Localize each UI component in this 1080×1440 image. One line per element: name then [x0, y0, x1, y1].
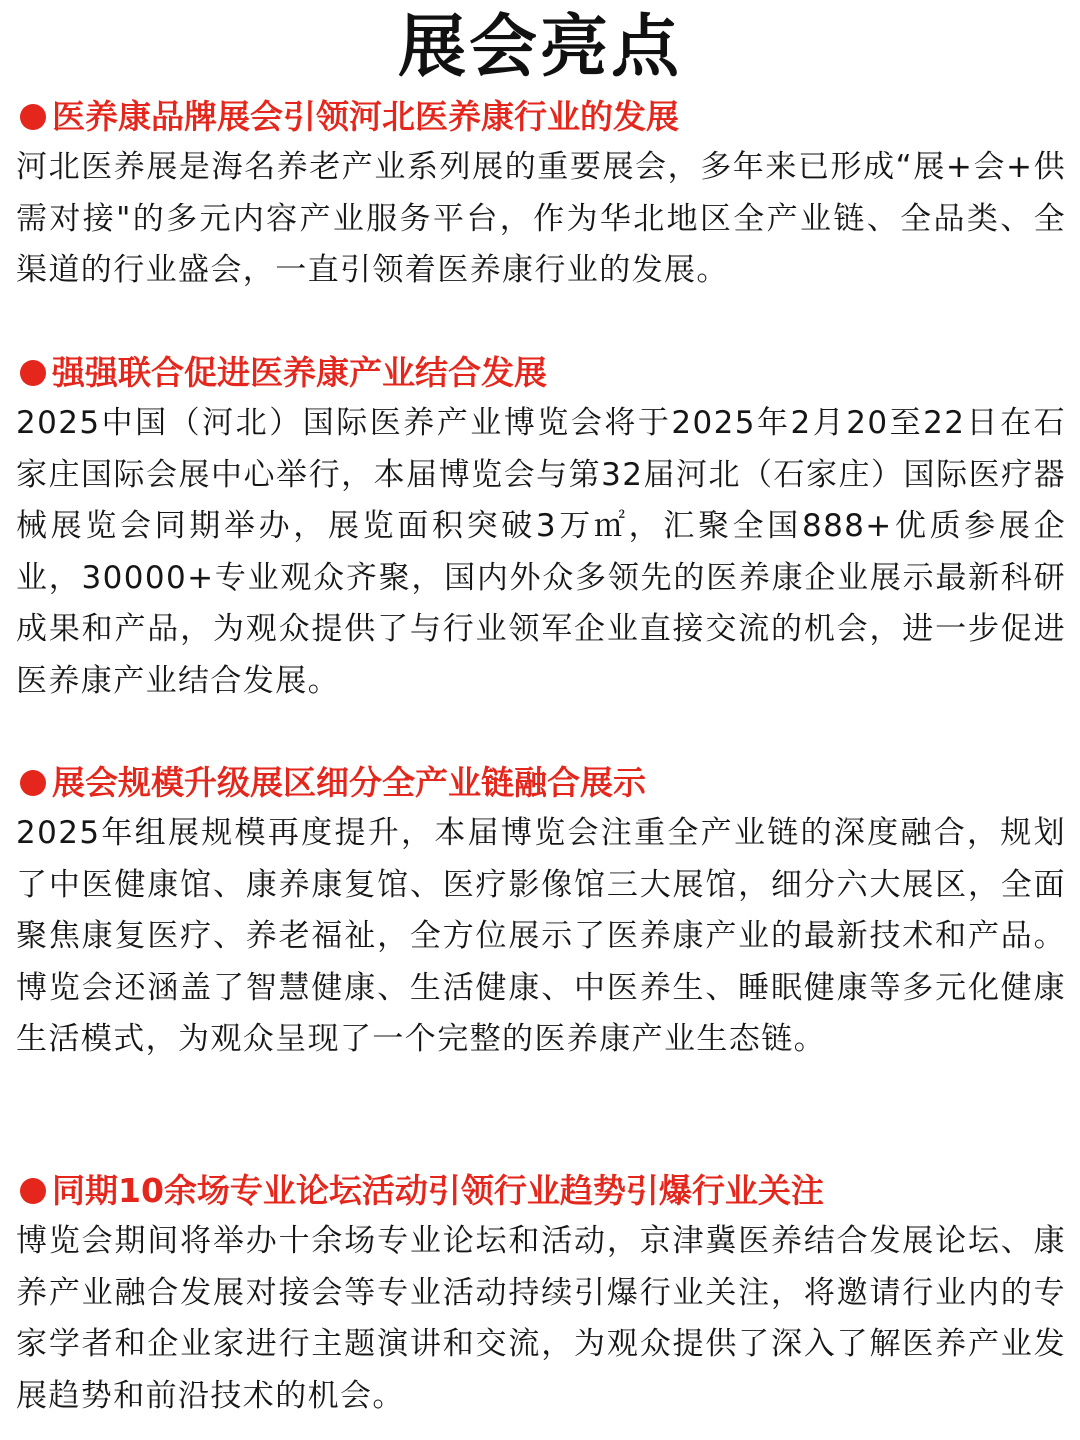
red-bullet-icon: [20, 770, 46, 796]
red-bullet-icon: [20, 104, 46, 130]
highlight-section-scale: [16, 758, 1066, 1066]
section-heading: [16, 758, 1066, 808]
section-heading-text: 同期10余场专业论坛活动引领行业趋势引爆行业关注: [52, 1171, 824, 1210]
section-body: 博览会期间将举办十余场专业论坛和活动，京津冀医养结合发展论坛、康养产业融合发展对接会等专业活动持续引爆行业关注，将邀请行业内的专家学者和企业家进行主题演讲和交流，为观众提供了深入了解医养产业发展趋势和前沿技术的机会。: [16, 1223, 1066, 1414]
red-bullet-icon: [20, 1178, 46, 1204]
highlight-section-cooperation: [16, 348, 1066, 707]
highlight-section-forums: [16, 1166, 1066, 1422]
red-bullet-icon: [20, 360, 46, 386]
page-title: 展会亮点: [397, 8, 682, 87]
section-body: 河北医养展是海名养老产业系列展的重要展会，多年来已形成“展+会+供需对接"的多元内容产业服务平台，作为华北地区全产业链、全品类、全渠道的行业盛会，一直引领着医养康行业的发展。: [16, 149, 1066, 288]
section-heading-text: 医养康品牌展会引领河北医养康行业的发展: [52, 97, 679, 136]
section-body: 2025年组展规模再度提升，本届博览会注重全产业链的深度融合，规划了中医健康馆、康养康复馆、医疗影像馆三大展馆，细分六大展区，全面聚焦康复医疗、养老福祉，全方位展示了医养康产业的最新技术和产品。博览会还涵盖了智慧健康、生活健康、中医养生、睡眠健康等多元化健康生活模式，为观众呈现了一个完整的医养康产业生态链。: [16, 815, 1066, 1057]
section-heading-text: 展会规模升级展区细分全产业链融合展示: [52, 763, 646, 802]
section-heading: [16, 1166, 1066, 1216]
section-heading: [16, 348, 1066, 398]
highlight-section-brand: [16, 92, 1066, 297]
section-heading-text: 强强联合促进医养康产业结合发展: [52, 353, 547, 392]
section-heading: [16, 92, 1066, 142]
section-body: 2025中国（河北）国际医养产业博览会将于2025年2月20至22日在石家庄国际会展中心举行，本届博览会与第32届河北（石家庄）国际医疗器械展览会同期举办，展览面积突破3万㎡，汇聚全国888+优质参展企业，30000+专业观众齐聚，国内外众多领先的医养康企业展示最新科研成果和产品，为观众提供了与行业领军企业直接交流的机会，进一步促进医养康产业结合发展。: [16, 405, 1066, 699]
